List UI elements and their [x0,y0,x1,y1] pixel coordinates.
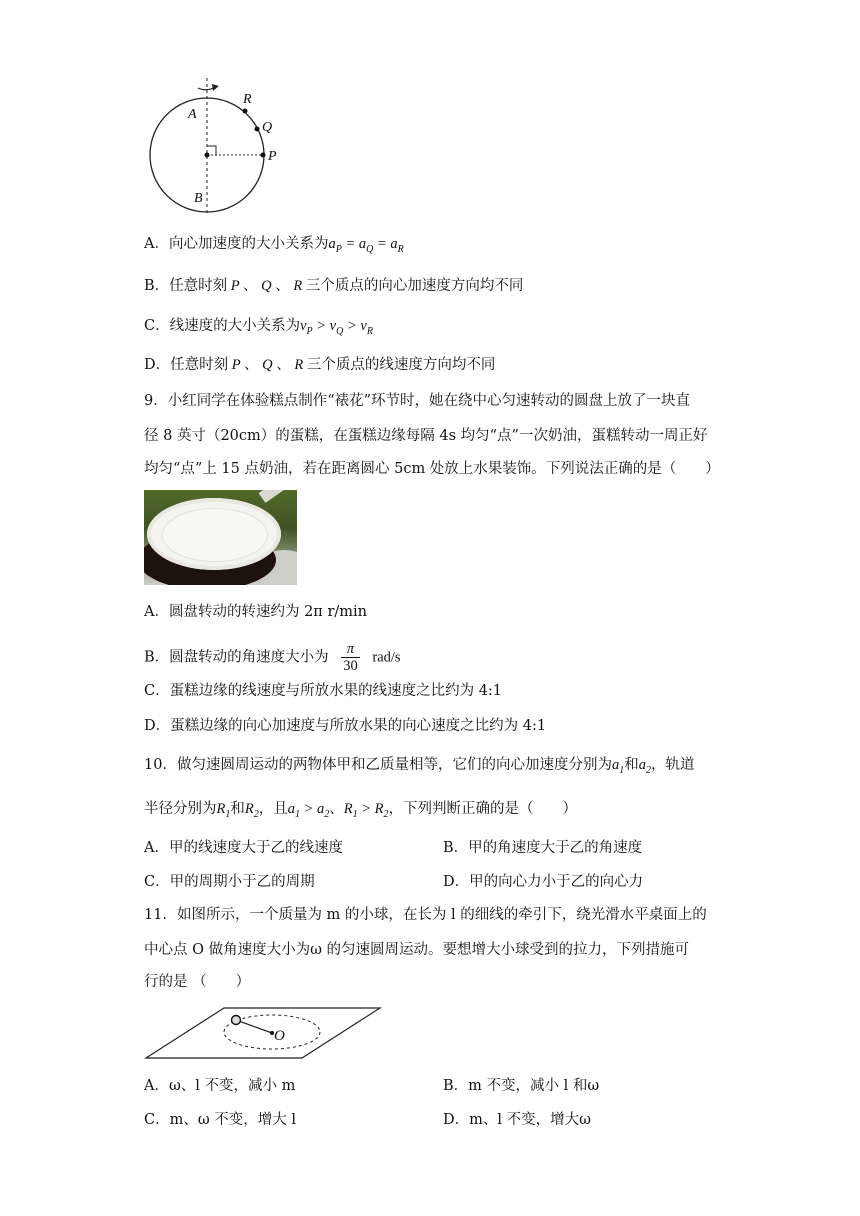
q11-option-a: A．ω、l 不变，减小 m [144,1078,296,1094]
q9-option-c: C．蛋糕边缘的线速度与所放水果的线速度之比约为 4:1 [144,683,503,699]
label-B: B [194,191,203,206]
q8-option-b-rest: 三个质点的向心加速度方向均不同 [305,278,524,294]
q10-option-c: C．甲的周期小于乙的周期 [144,874,315,890]
q10-stem-line-1: 10．做匀速圆周运动的两物体甲和乙质量相等，它们的向心加速度分别为$a_1$和$a_2$，轨道 [144,757,695,776]
q11-stem-line-2: 中心点 O 做角速度大小为ω 的匀速圆周运动。要想增大小球受到的拉力，下列措施可 [144,942,690,958]
q8-option-b-text: B．任意时刻 [144,278,228,294]
label-A: A [188,107,197,122]
q8-option-a: A．向心加速度的大小关系为$a_P = a_Q = a_R$ [144,236,404,255]
q10-option-b: B．甲的角速度大于乙的角速度 [443,840,643,856]
q11-option-c: C．m、ω 不变，增大 l [144,1112,297,1128]
label-P: P [268,149,277,164]
q10-option-a: A．甲的线速度大于乙的线速度 [144,840,343,856]
q8-option-c: C．线速度的大小关系为$v_P > v_Q > v_R$ [144,318,373,337]
q9-option-b-text: B．圆盘转动的角速度大小为 [144,649,329,666]
q9-option-b [144,641,401,675]
q11-option-d: D．m、l 不变，增大ω [443,1112,591,1128]
q10-stem-1-and: 和 [624,757,639,773]
q11-stem-line-3: 行的是 （ ） [144,974,251,990]
q8-option-a-text: A．向心加速度的大小关系为 [144,236,329,252]
q8-option-c-text: C．线速度的大小关系为 [144,318,301,334]
cake-photo [144,490,297,585]
q9-fraction [341,641,360,674]
q10-stem-2-text: 半径分别为 [144,801,217,817]
label-Q: Q [262,120,273,135]
q11-option-b: B．m 不变，减小 l 和ω [443,1078,600,1094]
label-O: O [274,1028,285,1044]
rotating-circle-figure [140,76,290,218]
label-R: R [243,92,252,107]
q10-stem-2-and: 和 [230,801,245,817]
q9-fraction-den: 30 [343,658,358,674]
q9-stem-line-3: 均匀“点”上 15 点奶油，若在距离圆心 5cm 处放上水果装饰。下列说法正确的是（ ） [144,461,720,477]
horizontal-table-figure [144,1004,384,1062]
q10-stem-2-suffix: ，下列判断正确的是（ ） [388,801,578,817]
q10-stem-1-text: 10．做匀速圆周运动的两物体甲和乙质量相等，它们的向心加速度分别为 [144,757,612,773]
q11-stem-line-1: 11．如图所示，一个质量为 m 的小球，在长为 l 的细线的牵引下，绕光滑水平桌面上的 [144,907,707,923]
q9-stem-line-1: 9．小红同学在体验糕点制作“裱花”环节时，她在绕中心匀速转动的圆盘上放了一块直 [144,393,691,409]
q9-stem-line-2: 径 8 英寸（20cm）的蛋糕，在蛋糕边缘每隔 4s 均匀“点”一次奶油，蛋糕转动一周正好 [144,428,708,444]
q8-option-d-text: D．任意时刻 [144,357,229,373]
q9-option-a: A．圆盘转动的转速约为 2π r/min [144,604,367,620]
q9-option-d: D．蛋糕边缘的向心加速度与所放水果的向心速度之比约为 4:1 [144,718,547,734]
q8-option-d-rest: 三个质点的线速度方向均不同 [306,357,496,373]
q8-option-d: D．任意时刻 P 、 Q 、 R 三个质点的线速度方向均不同 [144,357,496,373]
q10-stem-line-2: 半径分别为$R_1$和$R_2$，且$a_1 > a_2$、$R_1 > R_2$，下列判断正确的是（ ） [144,801,578,820]
q8-option-b: B．任意时刻 P 、 Q 、 R 三个质点的向心加速度方向均不同 [144,278,524,294]
q10-option-d: D．甲的向心力小于乙的向心力 [443,874,644,890]
q10-stem-1-suffix: ，轨道 [650,757,695,773]
q9-option-b-unit: rad/s [372,649,401,666]
q9-fraction-num: π [341,641,360,658]
q10-stem-2-mid: ，且 [258,801,288,817]
